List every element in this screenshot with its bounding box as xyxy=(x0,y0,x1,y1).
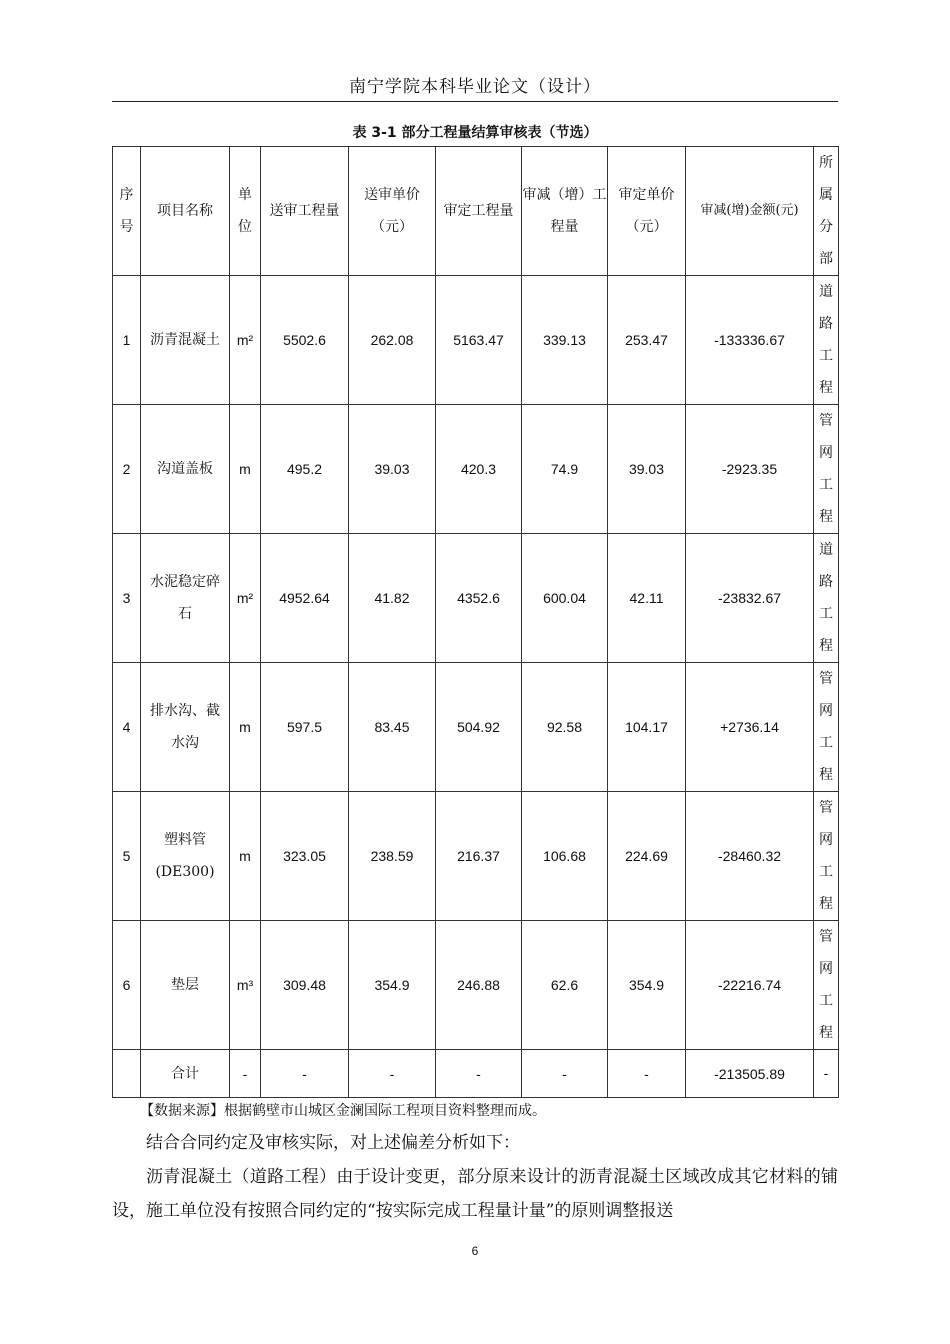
cell-diff-amount: -28460.32 xyxy=(686,792,814,921)
cell-unit: m² xyxy=(230,534,261,663)
cell-submitted-qty: 4952.64 xyxy=(261,534,349,663)
total-cell-division: - xyxy=(814,1050,839,1098)
col-header-no: 序号 xyxy=(113,147,141,276)
paragraph: 结合合同约定及审核实际，对上述偏差分析如下： xyxy=(146,1133,520,1153)
audit-table xyxy=(112,146,839,1098)
col-header-submitted-qty: 送审工程量 xyxy=(261,147,349,276)
cell-name: 排水沟、截水沟 xyxy=(141,663,230,792)
table-title: 表 3-1 部分工程量结算审核表（节选） xyxy=(352,125,598,141)
table-row xyxy=(113,276,839,405)
cell-approved-price: 42.11 xyxy=(608,534,686,663)
cell-name: 水泥稳定碎石 xyxy=(141,534,230,663)
cell-approved-price: 104.17 xyxy=(608,663,686,792)
cell-division: 道路工程 xyxy=(814,534,839,663)
cell-submitted-qty: 495.2 xyxy=(261,405,349,534)
cell-diff-amount: -133336.67 xyxy=(686,276,814,405)
cell-diff-amount: +2736.14 xyxy=(686,663,814,792)
cell-name: 沥青混凝土 xyxy=(141,276,230,405)
cell-submitted-price: 238.59 xyxy=(349,792,436,921)
col-header-diff-qty: 审减（增）工程量 xyxy=(522,147,608,276)
header-rule xyxy=(112,101,838,102)
cell-submitted-price: 39.03 xyxy=(349,405,436,534)
cell-no: 1 xyxy=(113,276,141,405)
total-cell-approved-price: - xyxy=(608,1050,686,1098)
cell-unit: m² xyxy=(230,276,261,405)
cell-diff-amount: -2923.35 xyxy=(686,405,814,534)
cell-approved-qty: 420.3 xyxy=(436,405,522,534)
cell-submitted-qty: 5502.6 xyxy=(261,276,349,405)
table-row xyxy=(113,663,839,792)
cell-unit: m xyxy=(230,405,261,534)
cell-diff-qty: 74.9 xyxy=(522,405,608,534)
cell-diff-qty: 339.13 xyxy=(522,276,608,405)
col-header-name: 项目名称 xyxy=(141,147,230,276)
cell-submitted-price: 262.08 xyxy=(349,276,436,405)
table-row xyxy=(113,534,839,663)
col-header-approved-price: 审定单价（元） xyxy=(608,147,686,276)
col-header-submitted-price: 送审单价（元） xyxy=(349,147,436,276)
cell-diff-amount: -23832.67 xyxy=(686,534,814,663)
cell-division: 管网工程 xyxy=(814,921,839,1050)
col-header-unit: 单位 xyxy=(230,147,261,276)
cell-no: 2 xyxy=(113,405,141,534)
cell-diff-qty: 106.68 xyxy=(522,792,608,921)
cell-submitted-price: 41.82 xyxy=(349,534,436,663)
table-total-row xyxy=(113,1050,839,1098)
cell-name: 沟道盖板 xyxy=(141,405,230,534)
cell-unit: m³ xyxy=(230,921,261,1050)
cell-no: 3 xyxy=(113,534,141,663)
data-source-note: 【数据来源】根据鹤壁市山城区金澜国际工程项目资料整理而成。 xyxy=(140,1103,546,1119)
total-cell-diff-qty: - xyxy=(522,1050,608,1098)
table-row xyxy=(113,921,839,1050)
cell-diff-qty: 600.04 xyxy=(522,534,608,663)
table-row xyxy=(113,405,839,534)
cell-name: 塑料管(DE300) xyxy=(141,792,230,921)
total-cell-unit: - xyxy=(230,1050,261,1098)
cell-division: 管网工程 xyxy=(814,792,839,921)
cell-approved-qty: 4352.6 xyxy=(436,534,522,663)
page-number: 6 xyxy=(471,1244,479,1258)
cell-division: 管网工程 xyxy=(814,405,839,534)
total-cell-diff-amount: -213505.89 xyxy=(686,1050,814,1098)
col-header-division: 所属分部 xyxy=(814,147,839,276)
col-header-diff-amount: 审减(增)金额(元) xyxy=(686,147,814,276)
total-cell-no xyxy=(113,1050,141,1098)
cell-unit: m xyxy=(230,663,261,792)
total-cell-approved-qty: - xyxy=(436,1050,522,1098)
cell-approved-qty: 504.92 xyxy=(436,663,522,792)
cell-approved-qty: 5163.47 xyxy=(436,276,522,405)
cell-approved-price: 224.69 xyxy=(608,792,686,921)
total-cell-name: 合计 xyxy=(141,1050,230,1098)
cell-approved-price: 39.03 xyxy=(608,405,686,534)
cell-submitted-qty: 323.05 xyxy=(261,792,349,921)
cell-submitted-qty: 597.5 xyxy=(261,663,349,792)
cell-no: 5 xyxy=(113,792,141,921)
paragraph: 沥青混凝土（道路工程）由于设计变更，部分原来设计的沥青混凝土区域改成其它材料的铺设，施工单位没有按照合同约定的“按实际完成工程量计量”的原则调整报送 xyxy=(112,1167,838,1221)
cell-division: 管网工程 xyxy=(814,663,839,792)
total-cell-submitted-qty: - xyxy=(261,1050,349,1098)
cell-name: 垫层 xyxy=(141,921,230,1050)
cell-diff-qty: 92.58 xyxy=(522,663,608,792)
cell-submitted-price: 83.45 xyxy=(349,663,436,792)
col-header-approved-qty: 审定工程量 xyxy=(436,147,522,276)
cell-diff-amount: -22216.74 xyxy=(686,921,814,1050)
table-header-row xyxy=(113,147,839,276)
total-cell-submitted-price: - xyxy=(349,1050,436,1098)
page-header: 南宁学院本科毕业论文（设计） xyxy=(349,77,601,97)
cell-submitted-price: 354.9 xyxy=(349,921,436,1050)
cell-approved-price: 253.47 xyxy=(608,276,686,405)
cell-approved-price: 354.9 xyxy=(608,921,686,1050)
cell-unit: m xyxy=(230,792,261,921)
cell-no: 6 xyxy=(113,921,141,1050)
cell-division: 道路工程 xyxy=(814,276,839,405)
cell-approved-qty: 216.37 xyxy=(436,792,522,921)
cell-no: 4 xyxy=(113,663,141,792)
cell-submitted-qty: 309.48 xyxy=(261,921,349,1050)
cell-diff-qty: 62.6 xyxy=(522,921,608,1050)
cell-approved-qty: 246.88 xyxy=(436,921,522,1050)
table-row xyxy=(113,792,839,921)
